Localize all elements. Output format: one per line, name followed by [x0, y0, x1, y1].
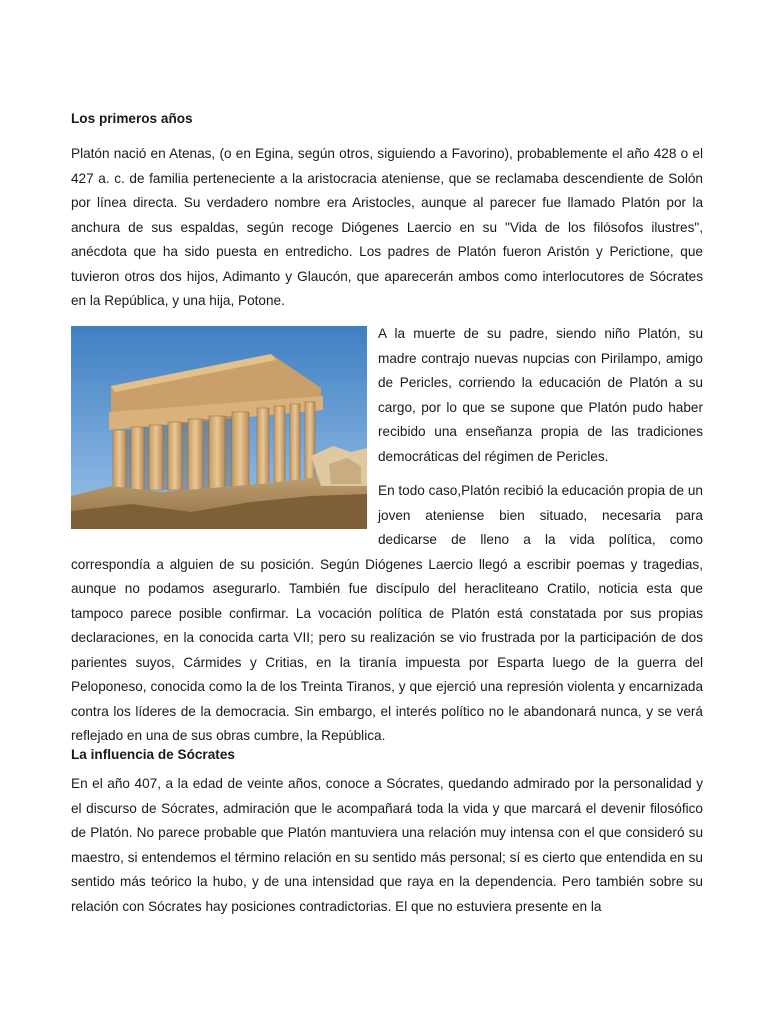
paragraph-birth: Platón nació en Atenas, (o en Egina, según otros, siguiendo a Favorino), probablemente el año 428 o el 427 a. c. de familia perteneciente a la aristocracia ateniense, que se reclamaba descendiente de Solón por línea directa. Su verdadero nombre era Aristocles, aunque al parecer fue llamado Platón por la anchura de sus espaldas, según recoge Diógenes Laercio en su "Vida de los filósofos ilustres", anécdota que ha sido puesta en entredicho. Los padres de Platón fueron Aristón y Perictione, que tuvieron otros dos hijos, Adimanto y Glaucón, que aparecerán ambos como interlocutores de Sócrates en la República, y una hija, Potone. [71, 146, 703, 308]
text-flow-around-image [71, 322, 703, 749]
paragraph-socrates: En el año 407, a la edad de veinte años, conoce a Sócrates, quedando admirado por la personalidad y el discurso de Sócrates, admiración que le acompañará toda la vida y que marcará el devenir filosófico de Platón. No parece probable que Platón mantuviera una relación muy intensa con el que consideró su maestro, si entendemos el término relación en su sentido más personal; sí es cierto que entendida en su sentido más teórico la hubo, y de una intensidad que raya en la dependencia. Pero también sobre su relación con Sócrates hay posiciones contradictorias. El que no estuviera presente en la [71, 776, 703, 914]
section-heading-socrates-influence: La influencia de Sócrates [71, 747, 235, 762]
paragraph-education: En todo caso,Platón recibió la educación propia de un joven ateniense bien situado, necesaria para dedicarse de lleno a la vida política, como correspondía a alguien de su posición. Según Diógenes Laercio llegó a escribir poemas y tragedias, aunque no podamos asegurarlo. También fue discípulo del heracliteano Cratilo, noticia esta que tampoco parece posible confirmar. La vocación política de Platón está constatada por sus propias declaraciones, en la conocida carta VII; pero su realización se vio frustrada por la participación de dos parientes suyos, Cármides y Critias, en la tiranía impuesta por Esparta luego de la guerra del Peloponeso, conocida como la de los Treinta Tiranos, y que ejerció una represión violenta y encarnizada contra los líderes de la democracia. Sin embargo, el interés político no le abandonará nunca, y se verá reflejado en una de sus obras cumbre, la República. [71, 483, 703, 743]
paragraph-childhood: A la muerte de su padre, siendo niño Platón, su madre contrajo nuevas nupcias con Pirilampo, amigo de Pericles, corriendo la educación de Platón a su cargo, por lo que se supone que Platón pudo haber recibido una enseñanza propia de las tradiciones democráticas del régimen de Pericles. [378, 326, 703, 464]
section-heading-early-years: Los primeros años [71, 111, 193, 126]
